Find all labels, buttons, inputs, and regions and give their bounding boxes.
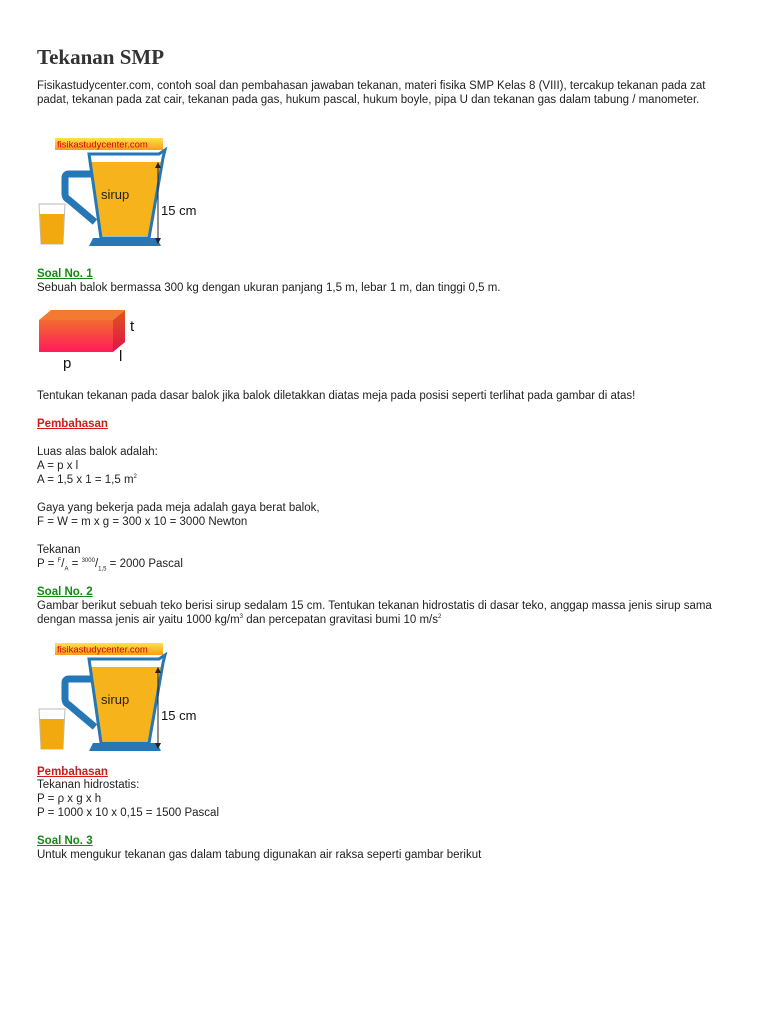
pitcher-handle-icon xyxy=(65,174,95,222)
tekanan-eq: = xyxy=(68,558,82,570)
luas-formula: A = p x l xyxy=(37,460,79,472)
soal-1-instruction: Tentukan tekanan pada dasar balok jika balok diletakkan diatas meja pada posisi seperti terlihat pada gambar di atas! xyxy=(37,390,636,402)
soal-1-pembahasan-heading: Pembahasan xyxy=(37,418,108,430)
label-p: p xyxy=(63,355,72,372)
tekanan-f: F xyxy=(57,558,62,565)
watermark-text: fisikastudycenter.com xyxy=(57,644,148,656)
teko-figure-2 xyxy=(37,641,237,755)
tekanan-p: P = xyxy=(37,558,58,570)
balok-front-face xyxy=(39,320,113,352)
pitcher-handle-icon xyxy=(65,679,95,727)
pitcher-base-icon xyxy=(89,743,161,751)
soal-3-heading: Soal No. 3 xyxy=(37,835,93,847)
tekanan-calc: $P = ^F/_A = ^{3000}/_{1,5} = 2000$ Pascal xyxy=(37,558,183,573)
gaya-intro: Gaya yang bekerja pada meja adalah gaya berat balok, xyxy=(37,502,320,514)
soal-2-pembahasan-heading: Pembahasan xyxy=(37,766,108,778)
watermark-text: fisikastudycenter.com xyxy=(57,139,148,151)
label-t: t xyxy=(130,318,135,335)
soal-3-question: Untuk mengukur tekanan gas dalam tabung digunakan air raksa seperti gambar berikut xyxy=(37,849,482,861)
luas-calc xyxy=(37,473,737,487)
glass-liquid xyxy=(40,214,64,244)
luas-calc-sup: 2 xyxy=(133,474,137,481)
page-title: Tekanan SMP xyxy=(37,45,165,69)
tekanan-intro: Tekanan xyxy=(37,544,81,556)
intro-paragraph: Fisikastudycenter.com, contoh soal dan pembahasan jawaban tekanan, materi fisika SMP Kelas 8 (VIII), tercakup tekanan pada zat padat, tekanan pada zat cair, tekanan pada gas, hukum pascal, hukum boyle, pipa U dan tekanan gas dalam tabung / manometer. xyxy=(37,80,706,106)
tekanan-den: 1,5 xyxy=(98,566,107,573)
tekanan-a: A xyxy=(64,566,69,573)
tekanan-num: 3000 xyxy=(81,558,95,565)
teko-figure xyxy=(37,136,237,250)
glass-liquid xyxy=(40,719,64,749)
sirup-label: sirup xyxy=(101,692,130,707)
luas-calc-text: A = 1,5 x 1 = 1,5 m xyxy=(37,474,134,486)
height-label: 15 cm xyxy=(161,203,197,218)
balok-top-face xyxy=(39,310,125,320)
soal-2-heading: Soal No. 2 xyxy=(37,586,93,598)
luas-intro: Luas alas balok adalah: xyxy=(37,446,158,458)
soal-2-sup2: 2 xyxy=(437,614,442,621)
label-l: l xyxy=(119,348,123,365)
hidro-formula: P = ρ x g x h xyxy=(37,793,102,805)
gaya-calc: F = W = m x g = 300 x 10 = 3000 Newton xyxy=(37,516,248,528)
pitcher-base-icon xyxy=(89,238,161,246)
balok-figure xyxy=(37,306,177,376)
soal-2-sup1: 3 xyxy=(239,614,243,621)
soal-1-heading: Soal No. 1 xyxy=(37,268,93,280)
hidro-calc: P = 1000 x 10 x 0,15 = 1500 Pascal xyxy=(37,807,220,819)
soal-2-question xyxy=(37,599,737,627)
hidro-intro: Tekanan hidrostatis: xyxy=(37,779,140,791)
soal-1-question: Sebuah balok bermassa 300 kg dengan ukuran panjang 1,5 m, lebar 1 m, dan tinggi 0,5 m. xyxy=(37,282,501,294)
tekanan-result: = 2000 Pascal xyxy=(106,558,183,570)
sirup-label: sirup xyxy=(101,187,130,202)
height-label: 15 cm xyxy=(161,708,197,723)
soal-2-question-a: Gambar berikut sebuah teko berisi sirup sedalam 15 cm. Tentukan tekanan hidrostatis di dasar teko, anggap massa jenis sirup sama dengan massa jenis air yaitu 1000 kg/m xyxy=(37,600,712,626)
soal-2-question-b: dan percepatan gravitasi bumi 10 m/s xyxy=(243,614,438,626)
